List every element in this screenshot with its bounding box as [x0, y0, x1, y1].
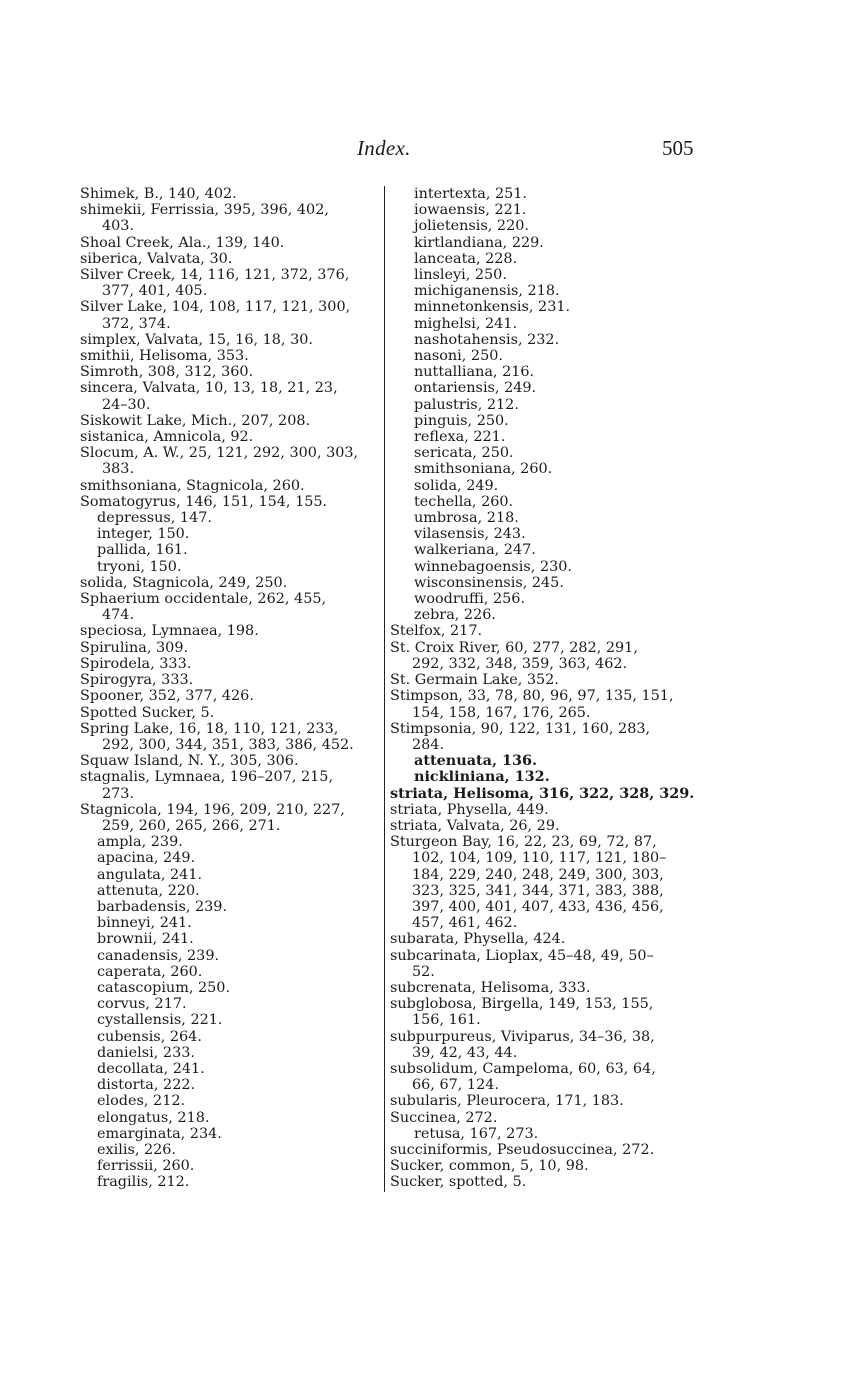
index-entry-text: umbrosa, 218. — [414, 510, 519, 527]
index-subentry — [80, 1126, 382, 1142]
index-entry — [80, 575, 382, 591]
index-entry-continuation: 383. — [102, 461, 135, 478]
index-subentry — [390, 299, 710, 315]
index-subentry — [390, 429, 710, 445]
index-entry-text: catascopium, 250. — [97, 979, 231, 996]
index-entry — [390, 834, 710, 931]
index-entry — [80, 753, 382, 769]
index-entry — [390, 1158, 710, 1174]
index-subentry — [80, 1158, 382, 1174]
index-subentry — [80, 1093, 382, 1109]
index-entry-text: smithsoniana, Stagnicola, 260. — [80, 477, 305, 494]
index-subentry — [80, 1061, 382, 1077]
index-entry-text: Spirodela, 333. — [80, 655, 192, 672]
index-subentry — [80, 1174, 382, 1190]
index-entry — [390, 1142, 710, 1158]
index-entry — [80, 235, 382, 251]
index-entry — [80, 478, 382, 494]
index-entry — [80, 672, 382, 688]
index-entry-text: sericata, 250. — [414, 445, 514, 462]
index-entry-text: techella, 260. — [414, 493, 514, 510]
index-entry-text: Spotted Sucker, 5. — [80, 704, 215, 721]
index-subentry — [80, 834, 382, 850]
index-entry — [80, 688, 382, 704]
index-entry-text: elongatus, 218. — [97, 1109, 210, 1126]
index-entry — [80, 299, 382, 331]
index-entry — [390, 996, 710, 1028]
index-entry-continuation: 292, 332, 348, 359, 363, 462. — [412, 655, 628, 672]
column-divider — [384, 186, 385, 1192]
index-entry-continuation: 66, 67, 124. — [412, 1077, 499, 1094]
index-entry-continuation: 156, 161. — [412, 1012, 481, 1029]
index-entry — [80, 445, 382, 477]
index-entry-text: smithii, Helisoma, 353. — [80, 348, 249, 365]
index-entry-text: attenuata, 136. — [414, 752, 538, 770]
index-subentry — [80, 980, 382, 996]
index-entry-text: kirtlandiana, 229. — [414, 234, 544, 251]
index-entry-text: subglobosa, Birgella, 149, 153, 155, — [390, 996, 654, 1013]
index-subentry — [80, 883, 382, 899]
index-entry-text: subcrenata, Helisoma, 333. — [390, 979, 591, 996]
index-entry-text: lanceata, 228. — [414, 250, 518, 267]
index-subentry — [80, 510, 382, 526]
index-entry-text: Stimpsonia, 90, 122, 131, 160, 283, — [390, 720, 651, 737]
index-subentry — [390, 607, 710, 623]
index-entry-text: danielsi, 233. — [97, 1044, 195, 1061]
index-entry-text: nickliniana, 132. — [414, 768, 550, 786]
index-entry-text: Succinea, 272. — [390, 1109, 498, 1126]
index-subentry — [80, 542, 382, 558]
index-entry-text: retusa, 167, 273. — [414, 1125, 539, 1142]
index-entry-text: cystallensis, 221. — [97, 1012, 223, 1029]
index-entry-text: canadensis, 239. — [97, 947, 220, 964]
index-entry-text: mighelsi, 241. — [414, 315, 518, 332]
index-entry — [80, 202, 382, 234]
index-entry — [390, 623, 710, 639]
running-head-title: Index. — [357, 136, 411, 160]
index-entry-text: striata, Physella, 449. — [390, 801, 549, 818]
index-entry — [390, 1174, 710, 1190]
index-entry-text: Stagnicola, 194, 196, 209, 210, 227, — [80, 801, 345, 818]
index-subentry — [390, 380, 710, 396]
index-entry-text: subsolidum, Campeloma, 60, 63, 64, — [390, 1060, 656, 1077]
index-entry-text: Shoal Creek, Ala., 139, 140. — [80, 234, 285, 251]
index-subentry — [390, 494, 710, 510]
index-entry-text: Sucker, spotted, 5. — [390, 1174, 527, 1191]
index-entry-text: iowaensis, 221. — [414, 202, 527, 219]
index-entry-text: striata, Helisoma, 316, 322, 328, 329. — [390, 784, 695, 802]
index-subentry — [80, 1077, 382, 1093]
index-entry-text: Silver Creek, 14, 116, 121, 372, 376, — [80, 267, 350, 284]
index-entry-text: Spirogyra, 333. — [80, 672, 194, 689]
index-entry-text: Slocum, A. W., 25, 121, 292, 300, 303, — [80, 445, 359, 462]
index-entry — [390, 1029, 710, 1061]
index-entry-continuation: 259, 260, 265, 266, 271. — [102, 817, 281, 834]
index-subentry — [390, 316, 710, 332]
index-entry-text: St. Croix River, 60, 277, 282, 291, — [390, 639, 638, 656]
index-entry — [390, 1061, 710, 1093]
index-entry-text: reflexa, 221. — [414, 429, 506, 446]
index-entry-text: stagnalis, Lymnaea, 196–207, 215, — [80, 769, 334, 786]
index-entry-continuation: 154, 158, 167, 176, 265. — [412, 704, 591, 721]
index-subentry — [80, 850, 382, 866]
index-subentry — [80, 867, 382, 883]
index-entry — [80, 802, 382, 834]
index-subentry — [390, 218, 710, 234]
index-subentry — [390, 397, 710, 413]
index-entry-text: vilasensis, 243. — [414, 526, 526, 543]
index-entry-text: elodes, 212. — [97, 1093, 186, 1110]
index-entry-continuation: 377, 401, 405. — [102, 283, 208, 300]
index-entry — [80, 267, 382, 299]
index-subentry — [390, 769, 710, 785]
index-entry-text: ontariensis, 249. — [414, 380, 537, 397]
index-subentry — [80, 526, 382, 542]
index-entry-continuation: 273. — [102, 785, 135, 802]
index-entry — [80, 656, 382, 672]
index-entry-text: pallida, 161. — [97, 542, 188, 559]
index-entry-text: solida, Stagnicola, 249, 250. — [80, 574, 288, 591]
index-entry-text: Somatogyrus, 146, 151, 154, 155. — [80, 493, 328, 510]
index-subentry — [390, 591, 710, 607]
index-entry-text: sistanica, Amnicola, 92. — [80, 429, 254, 446]
index-entry-text: Simroth, 308, 312, 360. — [80, 364, 254, 381]
index-entry — [390, 640, 710, 672]
index-entry — [80, 494, 382, 510]
index-entry — [390, 980, 710, 996]
index-entry — [390, 1093, 710, 1109]
index-subentry — [390, 202, 710, 218]
index-entry-text: simplex, Valvata, 15, 16, 18, 30. — [80, 331, 313, 348]
index-subentry — [390, 559, 710, 575]
index-entry-text: wisconsinensis, 245. — [414, 574, 564, 591]
index-entry-text: Siskowit Lake, Mich., 207, 208. — [80, 412, 311, 429]
index-entry-text: shimekii, Ferrissia, 395, 396, 402, — [80, 202, 329, 219]
index-entry-text: siberica, Valvata, 30. — [80, 250, 233, 267]
index-subentry — [80, 1029, 382, 1045]
index-entry — [80, 721, 382, 753]
index-entry-continuation: 457, 461, 462. — [412, 915, 518, 932]
index-subentry — [390, 445, 710, 461]
index-entry-text: woodruffi, 256. — [414, 591, 526, 608]
index-entry-text: emarginata, 234. — [97, 1125, 222, 1142]
index-entry-text: brownii, 241. — [97, 931, 194, 948]
index-entry — [390, 931, 710, 947]
index-entry — [390, 672, 710, 688]
index-subentry — [390, 478, 710, 494]
index-subentry — [390, 1126, 710, 1142]
index-entry — [80, 640, 382, 656]
index-subentry — [390, 542, 710, 558]
index-entry-text: nasoni, 250. — [414, 348, 503, 365]
index-entry — [390, 948, 710, 980]
index-entry-text: Spooner, 352, 377, 426. — [80, 688, 254, 705]
index-entry — [80, 186, 382, 202]
index-subentry — [390, 283, 710, 299]
index-entry-text: distorta, 222. — [97, 1077, 196, 1094]
index-entry — [390, 818, 710, 834]
index-subentry — [390, 186, 710, 202]
index-entry — [80, 705, 382, 721]
index-entry-text: intertexta, 251. — [414, 186, 528, 202]
index-entry-continuation: 284. — [412, 736, 445, 753]
index-entry-text: walkeriana, 247. — [414, 542, 536, 559]
index-entry-text: fragilis, 212. — [97, 1174, 190, 1191]
index-entry-text: pinguis, 250. — [414, 412, 509, 429]
index-entry-text: ampla, 239. — [97, 834, 183, 851]
index-entry-text: solida, 249. — [414, 477, 499, 494]
index-subentry — [390, 251, 710, 267]
index-entry-text: Shimek, B., 140, 402. — [80, 186, 237, 202]
index-subentry — [80, 559, 382, 575]
index-entry-continuation: 52. — [412, 963, 435, 980]
index-entry-text: angulata, 241. — [97, 866, 203, 883]
index-subentry — [390, 267, 710, 283]
index-subentry — [390, 413, 710, 429]
index-entry-text: Stimpson, 33, 78, 80, 96, 97, 135, 151, — [390, 688, 674, 705]
index-subentry — [390, 461, 710, 477]
index-subentry — [80, 1045, 382, 1061]
index-entry-text: succiniformis, Pseudosuccinea, 272. — [390, 1141, 655, 1158]
index-subentry — [80, 1110, 382, 1126]
index-column-right — [390, 186, 710, 1191]
index-entry-text: cubensis, 264. — [97, 1028, 202, 1045]
index-entry-text: St. Germain Lake, 352. — [390, 672, 559, 689]
index-entry-continuation: 372, 374. — [102, 315, 171, 332]
index-entry-text: decollata, 241. — [97, 1060, 205, 1077]
index-entry-text: subarata, Physella, 424. — [390, 931, 566, 948]
index-entry — [80, 380, 382, 412]
index-entry-continuation: 397, 400, 401, 407, 433, 436, 456, — [412, 898, 664, 915]
index-entry — [80, 251, 382, 267]
index-entry-text: minnetonkensis, 231. — [414, 299, 571, 316]
index-entry-text: Sphaerium occidentale, 262, 455, — [80, 591, 327, 608]
index-entry-text: attenuta, 220. — [97, 882, 200, 899]
index-entry — [80, 429, 382, 445]
index-column-left — [80, 186, 382, 1191]
index-entry — [80, 623, 382, 639]
index-subentry — [80, 964, 382, 980]
index-subentry — [390, 526, 710, 542]
index-entry-text: Sturgeon Bay, 16, 22, 23, 69, 72, 87, — [390, 834, 657, 851]
index-entry-text: Spring Lake, 16, 18, 110, 121, 233, — [80, 720, 339, 737]
index-subentry — [80, 948, 382, 964]
page-number: 505 — [662, 136, 694, 160]
index-entry-text: binneyi, 241. — [97, 915, 192, 932]
index-entry — [80, 591, 382, 623]
index-entry-continuation: 39, 42, 43, 44. — [412, 1044, 518, 1061]
index-entry-text: caperata, 260. — [97, 963, 203, 980]
index-entry-text: ferrissii, 260. — [97, 1158, 195, 1175]
index-entry-continuation: 474. — [102, 607, 135, 624]
index-entry-continuation: 292, 300, 344, 351, 383, 386, 452. — [102, 736, 354, 753]
index-entry — [390, 1110, 710, 1126]
index-entry-text: barbadensis, 239. — [97, 898, 228, 915]
index-entry — [390, 688, 710, 720]
index-subentry — [390, 510, 710, 526]
index-entry-text: Silver Lake, 104, 108, 117, 121, 300, — [80, 299, 351, 316]
index-entry-text: apacina, 249. — [97, 850, 196, 867]
index-entry-continuation: 24–30. — [102, 396, 151, 413]
index-entry-text: corvus, 217. — [97, 996, 187, 1013]
index-entry-text: Spirulina, 309. — [80, 639, 189, 656]
index-entry-text: nuttalliana, 216. — [414, 364, 535, 381]
index-subentry — [80, 1142, 382, 1158]
index-subentry — [390, 332, 710, 348]
index-entry-text: Sucker, common, 5, 10, 98. — [390, 1158, 589, 1175]
index-entry-continuation: 323, 325, 341, 344, 371, 383, 388, — [412, 882, 664, 899]
index-entry-text: speciosa, Lymnaea, 198. — [80, 623, 259, 640]
index-entry-continuation: 403. — [102, 218, 135, 235]
index-entry-text: michiganensis, 218. — [414, 283, 560, 300]
index-entry-text: sincera, Valvata, 10, 13, 18, 21, 23, — [80, 380, 338, 397]
index-entry — [80, 364, 382, 380]
index-entry-text: jolietensis, 220. — [414, 218, 529, 235]
index-entry — [80, 413, 382, 429]
index-subentry — [80, 899, 382, 915]
index-subentry — [390, 235, 710, 251]
index-entry-text: integer, 150. — [97, 526, 190, 543]
index-entry-text: linsleyi, 250. — [414, 267, 507, 284]
index-subentry — [390, 753, 710, 769]
index-entry-text: smithsoniana, 260. — [414, 461, 553, 478]
index-entry-text: palustris, 212. — [414, 396, 519, 413]
index-entry-text: Stelfox, 217. — [390, 623, 483, 640]
index-entry — [390, 802, 710, 818]
index-entry-continuation: 102, 104, 109, 110, 117, 121, 180– — [412, 850, 667, 867]
index-entry-text: exilis, 226. — [97, 1141, 177, 1158]
index-entry — [80, 769, 382, 801]
index-subentry — [80, 1012, 382, 1028]
index-subentry — [390, 364, 710, 380]
index-entry-text: tryoni, 150. — [97, 558, 182, 575]
index-entry-text: subularis, Pleurocera, 171, 183. — [390, 1093, 624, 1110]
index-entry-text: subcarinata, Lioplax, 45–48, 49, 50– — [390, 947, 654, 964]
index-entry-text: zebra, 226. — [414, 607, 496, 624]
index-subentry — [80, 931, 382, 947]
index-entry-text: striata, Valvata, 26, 29. — [390, 817, 560, 834]
index-entry-text: winnebagoensis, 230. — [414, 558, 572, 575]
index-subentry — [390, 575, 710, 591]
index-entry-text: nashotahensis, 232. — [414, 331, 560, 348]
index-entry-text: subpurpureus, Viviparus, 34–36, 38, — [390, 1028, 655, 1045]
index-subentry — [80, 915, 382, 931]
index-entry — [390, 721, 710, 753]
index-entry-text: depressus, 147. — [97, 510, 212, 527]
index-entry-continuation: 184, 229, 240, 248, 249, 300, 303, — [412, 866, 664, 883]
index-entry — [80, 332, 382, 348]
index-subentry — [390, 348, 710, 364]
index-entry — [390, 786, 710, 802]
index-entry-text: Squaw Island, N. Y., 305, 306. — [80, 753, 299, 770]
index-subentry — [80, 996, 382, 1012]
index-entry — [80, 348, 382, 364]
